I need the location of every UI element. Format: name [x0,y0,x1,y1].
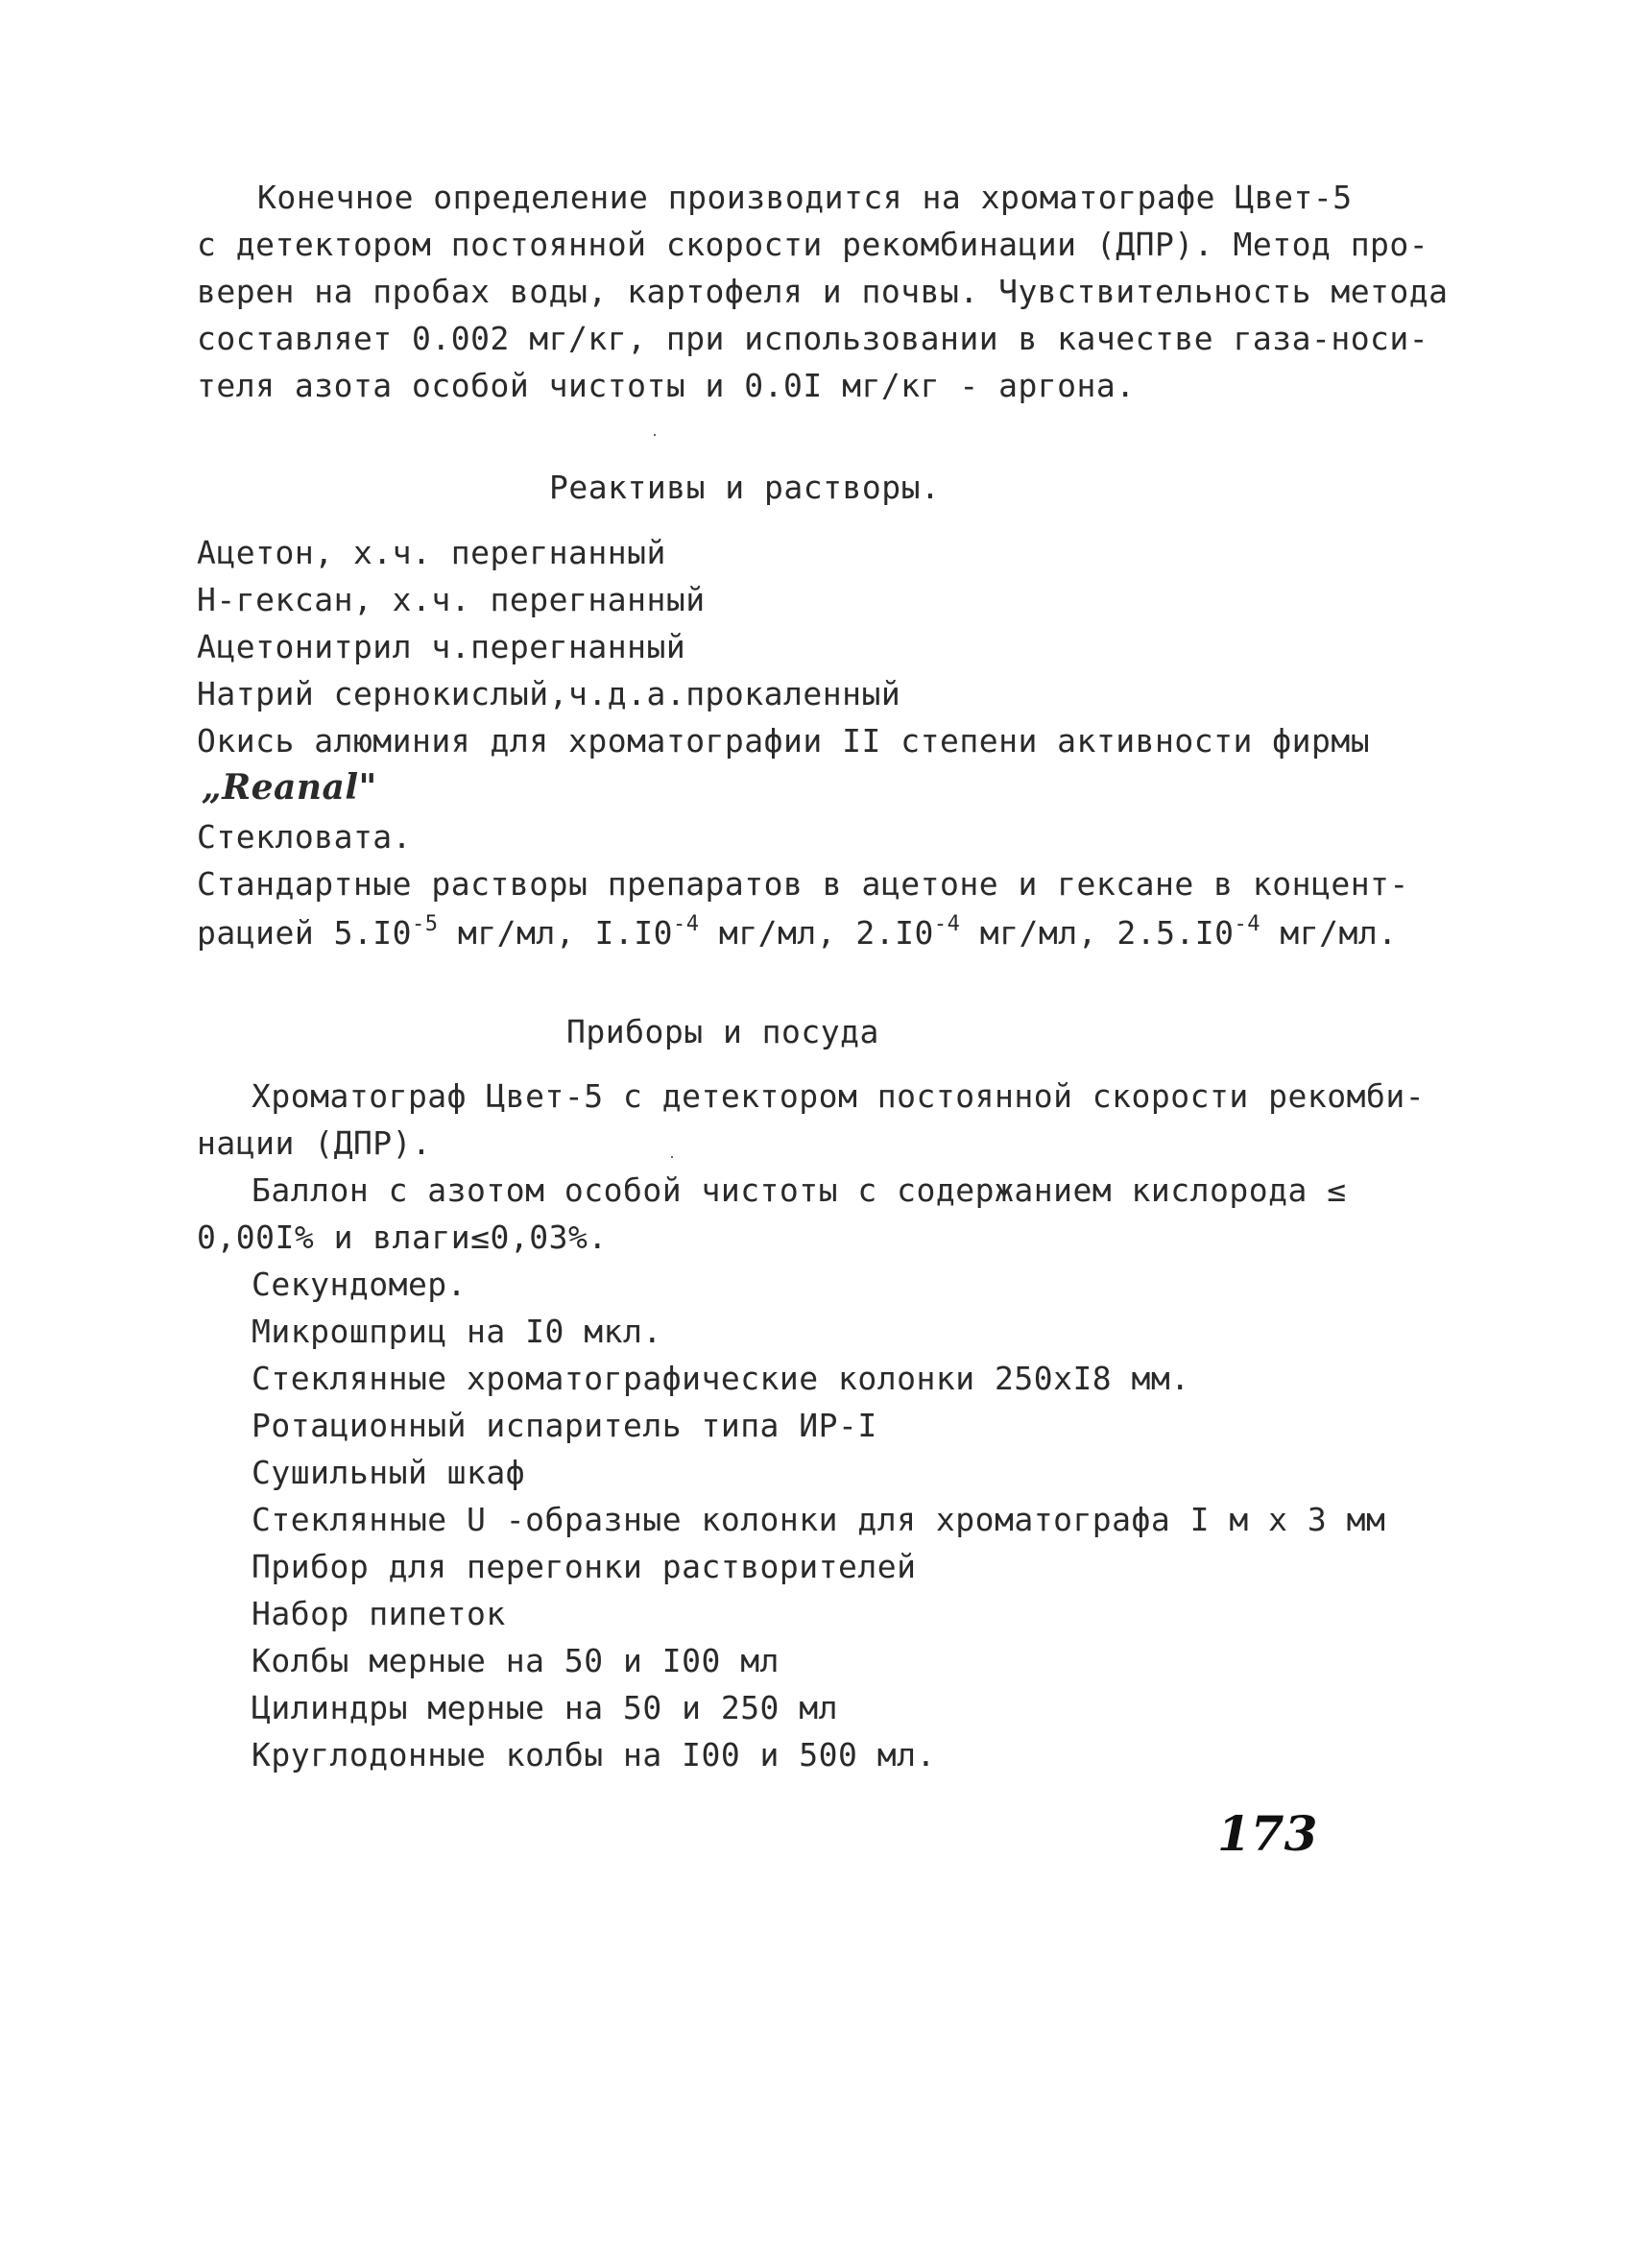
equipment-item: Круглодонные колбы на I00 и 500 мл. [252,1736,936,1773]
standards-text: рацией 5.I0 [197,914,413,952]
intro-line: с детектором постоянной скорости рекомбинации (ДПР). Метод про- [197,226,1429,263]
equipment-item: Баллон с азотом особой чистоты с содержанием кислорода ≤ [252,1171,1347,1209]
equipment-item: нации (ДПР). [197,1124,432,1162]
section-heading-reagents: Реактивы и растворы. [549,469,941,506]
equipment-item: Стеклянные хроматографические колонки 250хI8 мм. [252,1360,1190,1397]
equipment-item: Секундомер. [252,1266,468,1303]
reagent-item: Ацетонитрил ч.перегнанный [197,628,686,665]
intro-line: составляет 0.002 мг/кг, при использовании в качестве газа-носи- [197,320,1429,357]
standards-text: мг/мл. [1260,914,1398,952]
equipment-item: Цилиндры мерные на 50 и 250 мл [252,1689,839,1726]
intro-line: Конечное определение производится на хроматографе Цвет-5 [257,179,1353,216]
equipment-item: Стеклянные U -образные колонки для хроматографа I м х 3 мм [252,1501,1386,1538]
section-heading-equipment: Приборы и посуда [566,1013,879,1050]
standards-line: Стандартные растворы препаратов в ацетоне и гексане в концент- [197,865,1409,903]
exponent: -4 [1234,912,1261,936]
standards-concentrations [197,914,1398,953]
equipment-item: Колбы мерные на 50 и I00 мл [252,1642,780,1679]
standards-text: мг/мл, 2.I0 [699,914,934,952]
exponent: -5 [412,912,439,936]
reagent-item: Натрий сернокислый,ч.д.а.прокаленный [197,675,901,712]
reagent-item: Н-гексан, х.ч. перегнанный [197,581,706,618]
page-number-handwritten: 173 [1217,1805,1318,1862]
standards-text: мг/мл, I.I0 [438,914,673,952]
equipment-item: Микрошприц на I0 мкл. [252,1313,662,1350]
exponent: -4 [672,912,700,936]
reagent-item: Окись алюминия для хроматографии II степени активности фирмы [197,722,1371,760]
scan-speck [654,434,656,436]
scan-speck [671,1156,673,1158]
exponent: -4 [933,912,961,936]
reagent-item: Ацетон, х.ч. перегнанный [197,534,666,571]
equipment-item: Ротационный испаритель типа ИР-I [252,1407,877,1444]
equipment-item: Набор пипеток [252,1595,506,1632]
equipment-item: Сушильный шкаф [252,1454,526,1491]
intro-line: верен на пробах воды, картофеля и почвы. Чувствительность метода [197,273,1449,310]
firm-name-handwritten: „Reanal" [202,767,377,808]
standards-text: мг/мл, 2.5.I0 [960,914,1235,952]
reagent-item: Стекловата. [197,818,413,856]
equipment-item: Хроматограф Цвет-5 с детектором постоянной скорости рекомби- [252,1077,1426,1115]
equipment-item: Прибор для перегонки растворителей [252,1548,917,1585]
equipment-item: 0,00I% и влаги≤0,03%. [197,1218,608,1256]
intro-line: теля азота особой чистоты и 0.0I мг/кг - аргона. [197,367,1136,404]
